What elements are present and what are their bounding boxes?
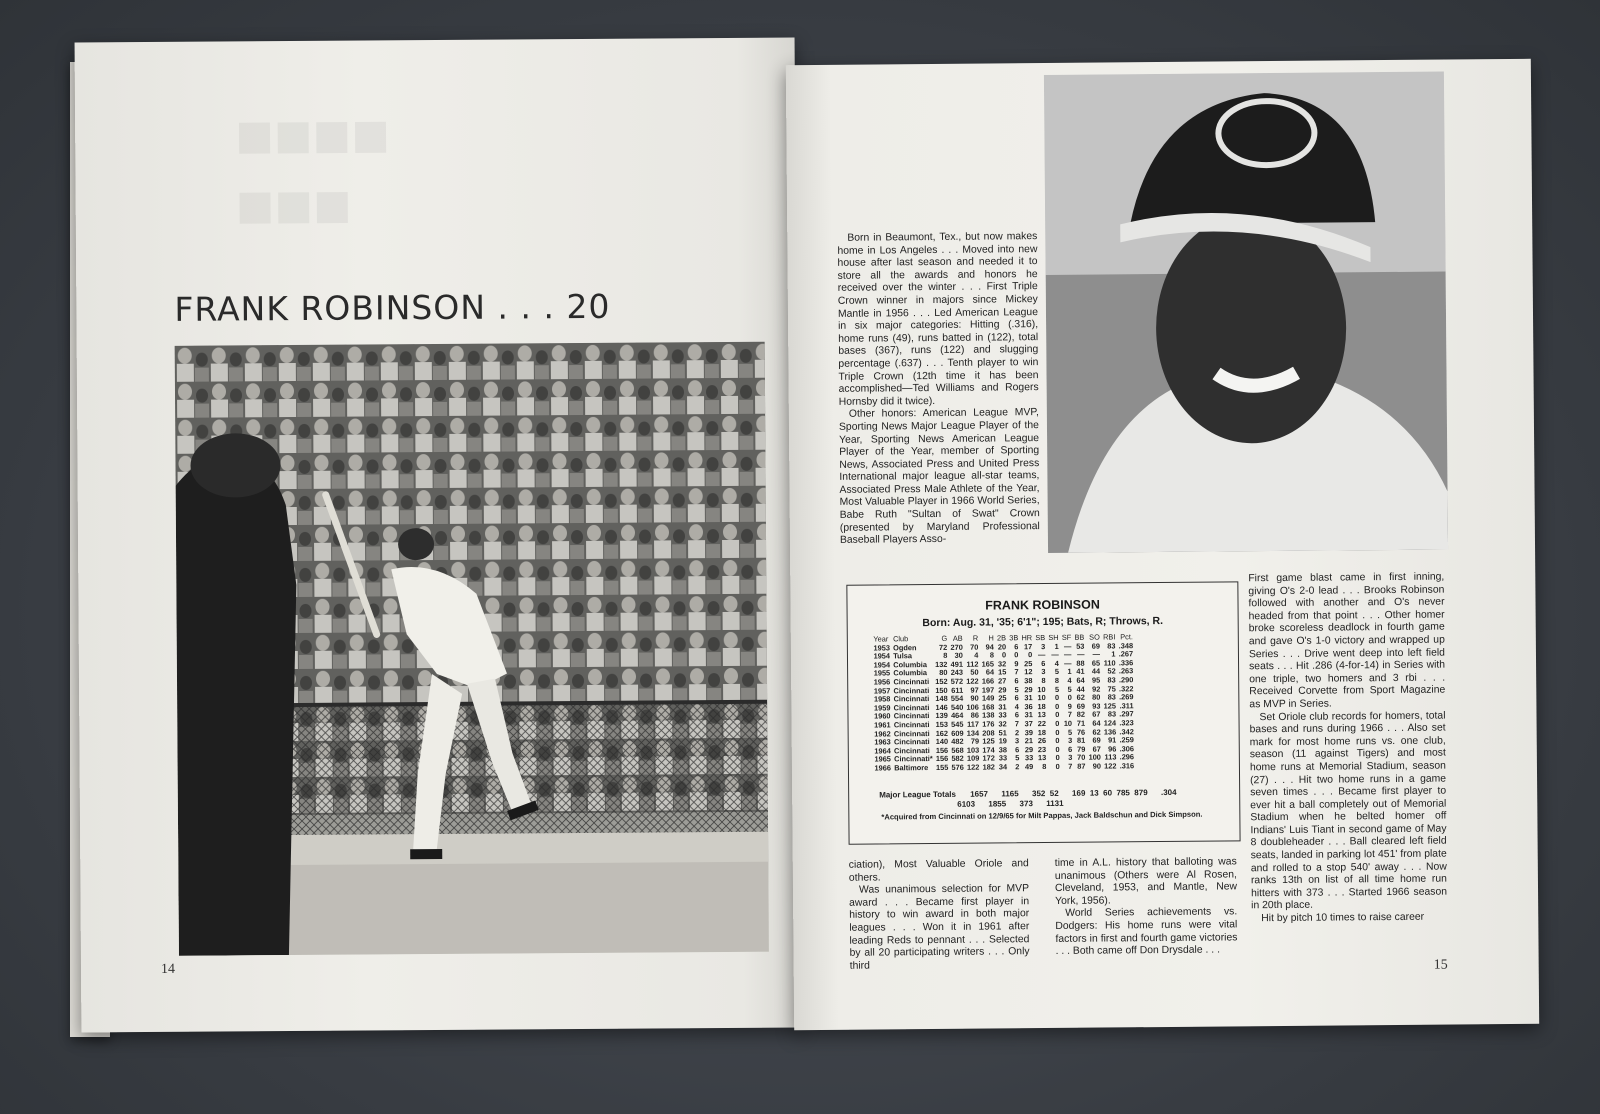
stats-cell: 27: [998, 676, 1007, 686]
portrait-photo: [1044, 72, 1448, 553]
stats-cell: 80: [939, 668, 948, 678]
stats-title: FRANK ROBINSON: [985, 597, 1100, 613]
bio-column-3: [1248, 572, 1447, 926]
stats-cell: —: [1064, 658, 1072, 668]
stats-cell: 149: [981, 693, 995, 703]
bio-paragraph: First game blast came in first inning, giving O's 2-0 lead . . . Brooks Robinson followed with another and O's never headed from that point . . . Other homer broke scoreless deadlock in fourth game and gave O's 1-0 victory and wrapped up Series . . . Drive went deep into left field seats . . . Hit .286 (4-for-14) in Series with one triple, two homers and 3 rbi . . . Received Corvette from Sport Magazine as MVP in Series.: [1248, 571, 1446, 711]
stats-cell: 150: [935, 685, 948, 695]
stats-cell: 8: [1041, 675, 1046, 686]
stats-cell: 112: [966, 659, 979, 669]
career-stats-box: [846, 581, 1240, 844]
career-stats-table: [872, 633, 1136, 773]
stats-footnote: *Acquired from Cincinnati on 12/9/65 for Milt Pappas, Jack Baldschun and Dick Simpson.: [881, 809, 1203, 822]
stats-cell: 64: [1076, 675, 1085, 685]
stats-cell: 19: [998, 736, 1007, 746]
stats-cell: 62: [1092, 727, 1101, 737]
stats-cell: 97: [970, 685, 979, 695]
stats-cell: .306: [1119, 743, 1134, 754]
bio-paragraph: Other honors: American League MVP, Sporting News Major League Player of the Year, Sporting News American League Player of the Year, member of Sporting News, Associated Press and United Press International major league all-star teams, Associated Press Male Athlete of the Year, Most Valuable Player in 1966 World Series, Babe Ruth "Sultan of Swat" Crown (presented by Maryland Professional Baseball Players Asso-: [838, 407, 1040, 547]
stats-cell: .290: [1118, 675, 1134, 685]
stats-cell: .323: [1119, 718, 1134, 728]
stats-cell: 6: [1014, 676, 1019, 686]
stats-cell: 1957: [873, 685, 891, 696]
stats-cell: 0: [1055, 701, 1060, 711]
stats-cell: Cincinnati: [893, 737, 930, 747]
stats-cell: 100: [1088, 752, 1101, 762]
stats-totals: [879, 788, 1176, 800]
stats-cell: 7: [1068, 761, 1073, 771]
stats-cell: 67: [1092, 709, 1101, 719]
stats-cell: 1: [1111, 649, 1116, 659]
stats-born-line: Born: Aug. 31, '35; 6'1"; 195; Bats, R; Throws, R.: [922, 614, 1164, 630]
stats-cell: 576: [951, 762, 964, 772]
stats-cell: 1962: [874, 728, 891, 739]
stats-header-cell: AB: [952, 633, 963, 643]
stats-cell: 86: [970, 710, 979, 721]
stats-cell: 125: [1103, 701, 1117, 711]
stats-cell: 12: [1024, 667, 1033, 677]
stats-cell: 90: [1092, 761, 1102, 771]
stats-cell: 69: [1076, 701, 1085, 711]
stats-cell: 165: [981, 659, 995, 669]
stats-cell: .297: [1119, 709, 1134, 719]
bio-column-1-continued: [849, 858, 1030, 973]
stats-header-cell: SH: [1048, 632, 1059, 642]
stats-cell: .348: [1118, 640, 1134, 650]
stats-cell: 92: [1092, 684, 1101, 694]
stats-cell: Tulsa: [893, 651, 913, 661]
stats-cell: 545: [951, 719, 964, 729]
stats-cell: 32: [997, 659, 1007, 669]
stats-cell: 9: [1014, 659, 1019, 669]
stats-cell: 0: [1054, 693, 1060, 703]
stats-cell: 34: [998, 762, 1008, 772]
stats-cell: 29: [998, 684, 1007, 695]
stats-cell: 49: [1024, 762, 1034, 772]
stats-cell: 572: [950, 676, 964, 686]
stats-cell: 81: [1076, 735, 1086, 745]
stats-cell: 5: [1014, 684, 1019, 694]
stats-cell: 31: [1024, 710, 1033, 720]
stats-header-cell: Club: [893, 634, 909, 644]
stats-cell: 153: [935, 719, 948, 729]
stats-cell: 0: [1055, 736, 1060, 746]
stats-cell: 7: [1067, 710, 1072, 720]
stats-cell: 94: [985, 642, 994, 652]
stats-cell: 0: [1014, 650, 1019, 660]
stats-cell: 1960: [874, 711, 891, 721]
stats-header-cell: SB: [1035, 633, 1046, 643]
stats-cell: 93: [1092, 701, 1101, 711]
stats-cell: 33: [998, 753, 1008, 763]
stats-cell: 4: [1067, 675, 1072, 685]
stats-cell: 52: [1107, 666, 1116, 676]
stats-header-cell: 2B: [996, 633, 1007, 643]
stats-cell: 6: [1014, 641, 1019, 651]
stats-cell: —: [1077, 649, 1085, 659]
stats-cell: 67: [1092, 744, 1101, 754]
stats-cell: 106: [966, 702, 979, 712]
stats-cell: 197: [981, 685, 995, 695]
stats-cell: 90: [970, 693, 979, 703]
stats-cell: 7: [1014, 667, 1019, 677]
stats-cell: 6: [1014, 710, 1019, 720]
stats-cell: 0: [1055, 727, 1060, 737]
stats-cell: 7: [1014, 719, 1020, 729]
stats-cell: 44: [1091, 666, 1101, 676]
bio-paragraph: World Series achievements vs. Dodgers: His home runs were vital factors in first and fourth game victories . . . Both came off Don Drysdale . . .: [1055, 906, 1238, 958]
stats-cell: 243: [950, 668, 964, 678]
stats-cell: 1953: [873, 642, 890, 653]
stats-row: [873, 762, 1136, 773]
stats-cell: 2: [1015, 762, 1020, 772]
stats-cell: 1964: [874, 746, 891, 756]
stats-cell: —: [1037, 650, 1046, 660]
stats-cell: 8: [1054, 675, 1060, 685]
stats-cell: 156: [935, 754, 949, 764]
stats-cell: 38: [998, 745, 1008, 755]
stats-cell: 122: [966, 762, 980, 772]
batting-photo: [175, 342, 769, 956]
stats-cell: 3: [1041, 641, 1046, 651]
stats-cell: 1965: [874, 754, 891, 764]
stats-cell: 1956: [873, 677, 891, 687]
stats-cell: 79: [1077, 744, 1086, 754]
stats-cell: 83: [1107, 675, 1116, 685]
stats-cell: 10: [1037, 693, 1046, 703]
stats-cell: 91: [1108, 735, 1117, 745]
stats-cell: 10: [1037, 684, 1046, 694]
stats-header-cell: Pct.: [1120, 632, 1133, 642]
stats-cell: 611: [951, 685, 964, 695]
stats-cell: 122: [966, 676, 979, 686]
stats-cell: Columbia: [893, 668, 928, 678]
stats-cell: 64: [985, 667, 995, 677]
stats-cell: 3: [1068, 753, 1073, 763]
stats-cell: 1958: [873, 694, 891, 704]
stats-cell: 83: [1107, 641, 1116, 651]
stats-cell: 1955: [873, 668, 891, 678]
stats-cell: 0: [1001, 650, 1007, 660]
stats-cell: 6: [1014, 693, 1019, 703]
bio-paragraph: Was unanimous selection for MVP award . . . Became first player in history to win award in both major leagues . . . Won it in 1961 after leading Reds to pennant . . . Selected by all 20 participating writers . . . Only third: [849, 883, 1030, 972]
stats-cell: 4: [1054, 658, 1059, 668]
stats-cell: Cincinnati*: [894, 754, 933, 764]
stats-cell: 6: [1068, 744, 1073, 754]
bio-paragraph: ciation), Most Valuable Oriole and others.: [848, 858, 1029, 884]
stats-cell: 5: [1054, 667, 1059, 677]
stats-cell: —: [1063, 641, 1072, 651]
stats-cell: 18: [1037, 727, 1047, 737]
stats-cell: 609: [951, 728, 964, 738]
stats-cell: 554: [950, 693, 964, 704]
stats-cell: 23: [1037, 744, 1047, 754]
stats-header-cell: SF: [1061, 632, 1072, 642]
stats-cell: 2: [1014, 727, 1020, 737]
stats-cell: 96: [1108, 744, 1117, 754]
stats-cell: 33: [1024, 753, 1034, 763]
stats-cell: 1961: [874, 720, 891, 730]
stats-cell: 156: [935, 745, 949, 755]
stats-cell: 69: [1092, 735, 1101, 745]
stats-cell: Baltimore: [894, 762, 929, 773]
stats-cell: 6: [1015, 744, 1020, 755]
stats-cell: —: [1092, 649, 1101, 659]
stats-cell: 148: [935, 694, 948, 704]
stats-header-cell: H: [988, 633, 994, 643]
stats-cell: .296: [1119, 752, 1135, 762]
stats-cell: 71: [1076, 718, 1086, 728]
stats-cell: —: [1063, 649, 1072, 660]
stats-cell: 39: [1024, 727, 1033, 737]
bio-column-2: [1055, 856, 1238, 958]
stats-cell: 87: [1077, 761, 1086, 771]
bio-paragraph: time in A.L. history that balloting was unanimous (Others were Al Rosen, Cleveland, 1953, and Mantle, New York, 1956).: [1054, 856, 1238, 907]
stats-cell: 29: [1024, 744, 1034, 754]
stats-cell: 182: [982, 762, 995, 772]
stats-cell: 1: [1067, 667, 1072, 677]
stats-cell: 13: [1037, 753, 1047, 763]
stats-cell: 162: [935, 728, 949, 738]
stats-cell: 155: [935, 762, 949, 772]
stats-cell: 38: [1024, 676, 1033, 686]
stats-cell: .322: [1118, 683, 1134, 693]
stats-cell: 1963: [874, 737, 891, 747]
stats-cell: 176: [982, 719, 995, 729]
stats-cell: 5: [1067, 684, 1072, 694]
stats-cell: 139: [935, 711, 948, 721]
stats-cell: 88: [1076, 658, 1085, 668]
stats-cell: 0: [1028, 650, 1033, 660]
stats-cell: 44: [1076, 684, 1085, 694]
stats-cell: 32: [998, 719, 1007, 729]
stats-cell: 70: [970, 642, 979, 652]
stats-cell: 37: [1024, 719, 1033, 729]
stats-cell: 64: [1092, 718, 1101, 728]
left-page: [75, 37, 802, 1032]
stats-cell: 76: [1076, 727, 1086, 737]
stats-cell: 1966: [874, 763, 892, 773]
stats-header-cell: G: [941, 633, 948, 643]
stats-header-cell: SO: [1089, 632, 1100, 642]
stats-cell: 10: [1063, 718, 1073, 728]
page-number-left: 14: [160, 961, 176, 977]
stats-cell: 83: [1107, 709, 1117, 719]
stats-header-cell: Year: [873, 634, 889, 644]
stats-cell: 5: [1015, 753, 1020, 763]
stats-cell: 122: [1104, 761, 1117, 771]
stats-cell: Cincinnati: [893, 711, 930, 721]
stats-cell: 152: [935, 676, 948, 686]
stats-cell: 464: [951, 711, 964, 721]
stats-cell: .269: [1119, 692, 1134, 702]
stats-cell: 31: [1024, 693, 1033, 703]
stats-cell: 134: [966, 728, 980, 738]
stats-cell: Ogden: [893, 642, 917, 652]
stats-cell: 95: [1091, 675, 1101, 685]
stats-cell: 53: [1076, 641, 1085, 651]
stats-cell: 62: [1076, 692, 1085, 702]
stats-cell: 30: [954, 650, 963, 661]
stats-cell: 4: [1014, 702, 1019, 712]
stats-cell: 5: [1067, 727, 1073, 737]
stats-cell: 22: [1037, 718, 1046, 729]
stats-cell: 21: [1024, 736, 1034, 746]
stats-cell: Cincinnati: [893, 719, 930, 730]
stats-cell: 4: [974, 650, 979, 660]
bio-paragraph: Born in Beaumont, Tex., but now makes home in Los Angeles . . . Moved into new house after last season and needed it to store all the awards and honors he received over the winter . . . First Triple Crown winner in majors since Mickey Mantle in 1956 . . . Led American League in six major categories: Hitting (.316), home runs (49), runs batted in (122), total bases (367), runs (122) and slugging percentage (.637) . . . Tenth player to win Triple Crown (12th time it has been accomplished—Ted Williams and Rogers Hornsby did it twice).: [837, 231, 1039, 408]
stats-cell: 13: [1037, 710, 1046, 720]
stats-cell: 132: [935, 659, 948, 669]
stats-cell: 0: [1055, 761, 1060, 771]
stats-cell: 79: [970, 736, 980, 746]
stats-cell: 8: [989, 650, 994, 660]
stats-cell: 113: [1104, 752, 1117, 762]
stats-cell: 26: [1037, 736, 1047, 746]
stats-cell: Columbia: [893, 659, 927, 670]
right-page: [786, 59, 1539, 1030]
stats-cell: 1: [1054, 641, 1059, 651]
page-number-right: 15: [1433, 957, 1448, 973]
stats-cell: 172: [982, 753, 995, 763]
stats-cell: 41: [1076, 667, 1085, 677]
stats-cell: 168: [981, 702, 995, 712]
bio-paragraph: Hit by pitch 10 times to raise career: [1261, 911, 1425, 925]
stats-cell: 18: [1037, 701, 1046, 711]
bio-column-1: [837, 231, 1040, 548]
stats-cell: .316: [1119, 761, 1135, 771]
stats-cell: 9: [1067, 701, 1072, 711]
stats-cell: 0: [1055, 710, 1060, 720]
page-headline: FRANK ROBINSON . . . 20: [174, 286, 611, 329]
stats-cell: .342: [1119, 726, 1134, 736]
stats-cell: .267: [1118, 649, 1134, 659]
stats-cell: 25: [1024, 658, 1033, 668]
stats-cell: 270: [950, 642, 963, 652]
stats-cell: 29: [1024, 684, 1033, 694]
stats-cell: 208: [982, 728, 995, 738]
stats-cell: 8: [1042, 761, 1047, 771]
stats-cell: 5: [1054, 684, 1060, 694]
stats-cell: 109: [966, 753, 980, 764]
stats-cell: 3: [1041, 667, 1046, 677]
stats-cell: 125: [982, 736, 995, 746]
stats-cell: 50: [970, 667, 979, 678]
stats-header-cell: HR: [1021, 633, 1033, 643]
stats-cell: 20: [997, 641, 1007, 652]
show-through-text: ■■■■ ■■■: [234, 99, 391, 242]
stats-cell: Cincinnati: [893, 728, 930, 738]
stats-cell: 3: [1014, 736, 1020, 746]
stats-cell: 3: [1068, 735, 1073, 745]
totals-label: Major League Totals: [879, 789, 956, 800]
stats-cell: 0: [1055, 753, 1060, 763]
stats-cell: .259: [1119, 735, 1134, 745]
stats-cell: .336: [1118, 658, 1134, 668]
stats-cell: 65: [1091, 658, 1101, 668]
stats-cell: 103: [966, 745, 980, 755]
stats-cell: 33: [998, 710, 1007, 720]
stats-cell: 166: [981, 676, 995, 686]
stats-cell: 491: [950, 659, 963, 669]
stats-cell: 174: [982, 745, 995, 755]
stats-cell: 1954: [873, 651, 891, 661]
stats-cell: 72: [938, 642, 948, 652]
stats-cell: Cincinnati: [893, 702, 930, 713]
stats-cell: 0: [1067, 692, 1072, 702]
stats-cell: 8: [943, 651, 948, 661]
stats-cell: 582: [951, 754, 964, 764]
stats-cell: Cincinnati: [893, 694, 930, 704]
stats-cell: Cincinnati: [893, 745, 930, 756]
stats-cell: 540: [950, 702, 964, 712]
stats-cell: 70: [1077, 752, 1086, 763]
stats-cell: 6: [1041, 658, 1046, 668]
stats-cell: 15: [998, 667, 1007, 677]
bio-paragraph: Set Oriole club records for homers, total bases and runs during 1966 . . . Also set mark for most home runs vs. one club, season (11 against Tigers) and most home runs at Memorial Stadium, season (27) . . . Hit two home runs in a game seven times . . . Became first player to ever hit a ball completely out of Memorial Stadium when he belted homer off Indians' Luis Tiant in second game of May 8 doubleheader . . . Ball cleared left field seats, landed in parking lot 451' from plate and rolled to a stop 540' away . . . Now ranks 13th on list of all time home run hitters with 373 . . . Started 1966 season in 20th place.: [1249, 710, 1448, 912]
stats-cell: 146: [935, 702, 948, 712]
stats-cell: 69: [1091, 641, 1100, 651]
stats-cell: 1954: [873, 660, 891, 670]
stats-cell: .263: [1118, 666, 1134, 676]
stats-cell: 17: [1023, 641, 1033, 651]
stats-cell: 36: [1024, 701, 1033, 711]
stats-header-cell: 3B: [1009, 633, 1019, 643]
stats-cell: 1959: [873, 703, 891, 713]
stats-cell: .311: [1119, 701, 1134, 711]
stats-cell: 83: [1107, 692, 1116, 702]
stats-cell: 140: [935, 737, 949, 747]
stats-cell: 138: [982, 710, 995, 720]
stats-header-cell: R: [972, 633, 979, 643]
stats-cell: Cincinnati: [893, 685, 930, 695]
totals-line-2: 6103 1855 373 1131: [957, 798, 1064, 809]
stats-cell: 110: [1103, 658, 1116, 668]
totals-line-1: 1657 1165 352 52 169 13 60 785 879 .304: [970, 787, 1177, 799]
stats-cell: 568: [951, 745, 964, 755]
stats-cell: —: [1051, 650, 1059, 660]
stats-cell: 25: [998, 693, 1007, 703]
stats-cell: 75: [1107, 683, 1116, 694]
stats-header-cell: BB: [1074, 632, 1085, 642]
stats-cell: 124: [1103, 718, 1117, 728]
stats-cell: 31: [998, 702, 1007, 712]
stats-cell: 482: [951, 736, 964, 746]
stats-cell: 117: [967, 719, 980, 729]
stats-cell: 0: [1055, 718, 1060, 728]
stats-cell: 136: [1103, 726, 1117, 737]
stats-cell: 51: [998, 727, 1007, 737]
stats-cell: 80: [1092, 692, 1101, 702]
stats-cell: 82: [1076, 710, 1086, 720]
stats-cell: Cincinnati: [893, 677, 930, 687]
stats-cell: 0: [1055, 744, 1060, 754]
stats-header-cell: RBI: [1103, 632, 1116, 642]
